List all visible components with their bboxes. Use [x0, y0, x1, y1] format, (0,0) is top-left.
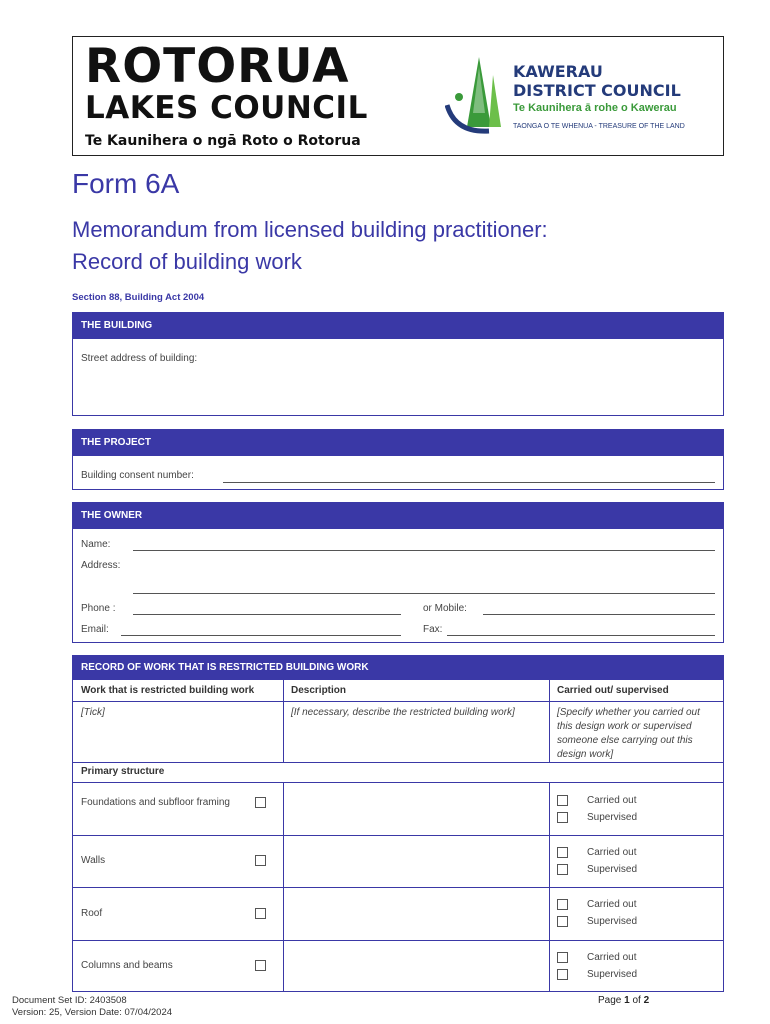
tick-checkbox[interactable] [255, 908, 266, 919]
page-number [598, 995, 649, 1006]
section-reference: Section 88, Building Act 2004 [72, 292, 205, 303]
supervised-option: Supervised [587, 916, 638, 927]
rotorua-logo-line1: ROTORUA [85, 39, 350, 94]
owner-email-field[interactable] [121, 635, 401, 636]
column-divider [549, 680, 550, 762]
work-row-label: Columns and beams [81, 960, 173, 971]
supervised-checkbox[interactable] [557, 969, 568, 980]
description-note: [If necessary, describe the restricted building work] [291, 707, 515, 718]
owner-name-field[interactable] [133, 550, 715, 551]
supervised-option: Supervised [587, 864, 638, 875]
tick-checkbox[interactable] [255, 855, 266, 866]
page-current: 1 [624, 995, 630, 1006]
owner-heading: THE OWNER [73, 503, 723, 529]
form-subtitle-line1: Memorandum from licensed building practitioner: [72, 217, 548, 242]
description-field[interactable] [285, 942, 547, 990]
kawerau-emblem-icon [445, 53, 509, 135]
row-divider [73, 940, 723, 941]
tick-note: [Tick] [81, 707, 105, 718]
owner-address-label: Address: [81, 560, 121, 571]
column-header-carried-out: Carried out/ supervised [557, 685, 669, 696]
carried-out-checkbox[interactable] [557, 899, 568, 910]
document-version: Version: 25, Version Date: 07/04/2024 [12, 1007, 173, 1018]
document-set-id: Document Set ID: 2403508 [12, 995, 127, 1006]
owner-section [72, 502, 724, 643]
owner-address-field[interactable] [133, 593, 715, 594]
primary-structure-label: Primary structure [81, 766, 165, 777]
consent-number-label: Building consent number: [81, 470, 194, 481]
kawerau-logo-line2: DISTRICT COUNCIL [513, 81, 681, 100]
carried-out-option: Carried out [587, 795, 637, 806]
carried-out-note: [Specify whether you carried out this design work or supervised someone else carrying out this design work] [557, 707, 700, 760]
project-heading: THE PROJECT [73, 430, 723, 456]
street-address-field[interactable] [223, 347, 713, 407]
carried-out-checkbox[interactable] [557, 795, 568, 806]
owner-name-label: Name: [81, 539, 111, 550]
header-divider [73, 701, 723, 702]
column-divider [283, 680, 284, 762]
form-title: Form 6A [72, 168, 180, 199]
form-subtitle [72, 214, 548, 278]
work-row-label: Roof [81, 908, 103, 919]
council-logos [72, 36, 724, 156]
record-of-work-table [72, 655, 724, 992]
supervised-checkbox[interactable] [557, 864, 568, 875]
work-row-label: Walls [81, 855, 106, 866]
owner-fax-field[interactable] [447, 635, 715, 636]
page-word: Page [598, 995, 622, 1006]
project-section [72, 429, 724, 490]
carried-out-option: Carried out [587, 899, 637, 910]
form-subtitle-line2: Record of building work [72, 249, 302, 274]
description-field[interactable] [285, 889, 547, 939]
carried-out-checkbox[interactable] [557, 847, 568, 858]
owner-fax-label: Fax: [423, 624, 443, 635]
work-row-label: Foundations and subfloor framing [81, 797, 230, 808]
supervised-checkbox[interactable] [557, 812, 568, 823]
owner-phone-label: Phone : [81, 603, 116, 614]
street-address-label: Street address of building: [81, 353, 198, 364]
row-divider [73, 887, 723, 888]
carried-out-option: Carried out [587, 952, 637, 963]
kawerau-logo-line1: KAWERAU [513, 62, 603, 81]
page-of: of [632, 995, 641, 1006]
column-header-description: Description [291, 685, 347, 696]
document-info [12, 995, 172, 1019]
column-header-work: Work that is restricted building work [81, 685, 255, 696]
rotorua-logo-subtitle: Te Kaunihera o ngā Roto o Rotorua [85, 133, 361, 149]
owner-email-label: Email: [81, 624, 109, 635]
owner-mobile-field[interactable] [483, 614, 715, 615]
record-of-work-heading: RECORD OF WORK THAT IS RESTRICTED BUILDING WORK [73, 656, 723, 680]
carried-out-checkbox[interactable] [557, 952, 568, 963]
row-divider [73, 835, 723, 836]
supervised-checkbox[interactable] [557, 916, 568, 927]
supervised-option: Supervised [587, 812, 638, 823]
description-field[interactable] [285, 784, 547, 834]
kawerau-logo-subtitle: Te Kaunihera ā rohe o Kawerau [513, 102, 677, 114]
page-total: 2 [643, 995, 650, 1006]
carried-out-option: Carried out [587, 847, 637, 858]
tick-checkbox[interactable] [255, 960, 266, 971]
rotorua-logo-line2: LAKES COUNCIL [85, 90, 368, 126]
owner-mobile-label: or Mobile: [423, 603, 467, 614]
building-heading: THE BUILDING [73, 313, 723, 339]
group-divider [73, 782, 723, 783]
description-field[interactable] [285, 837, 547, 887]
tick-checkbox[interactable] [255, 797, 266, 808]
consent-number-field[interactable] [223, 482, 715, 483]
notes-divider [73, 762, 723, 763]
building-section [72, 312, 724, 416]
owner-phone-field[interactable] [133, 614, 401, 615]
supervised-option: Supervised [587, 969, 638, 980]
kawerau-logo-tagline: TAONGA O TE WHENUA - TREASURE OF THE LAND [513, 123, 685, 130]
